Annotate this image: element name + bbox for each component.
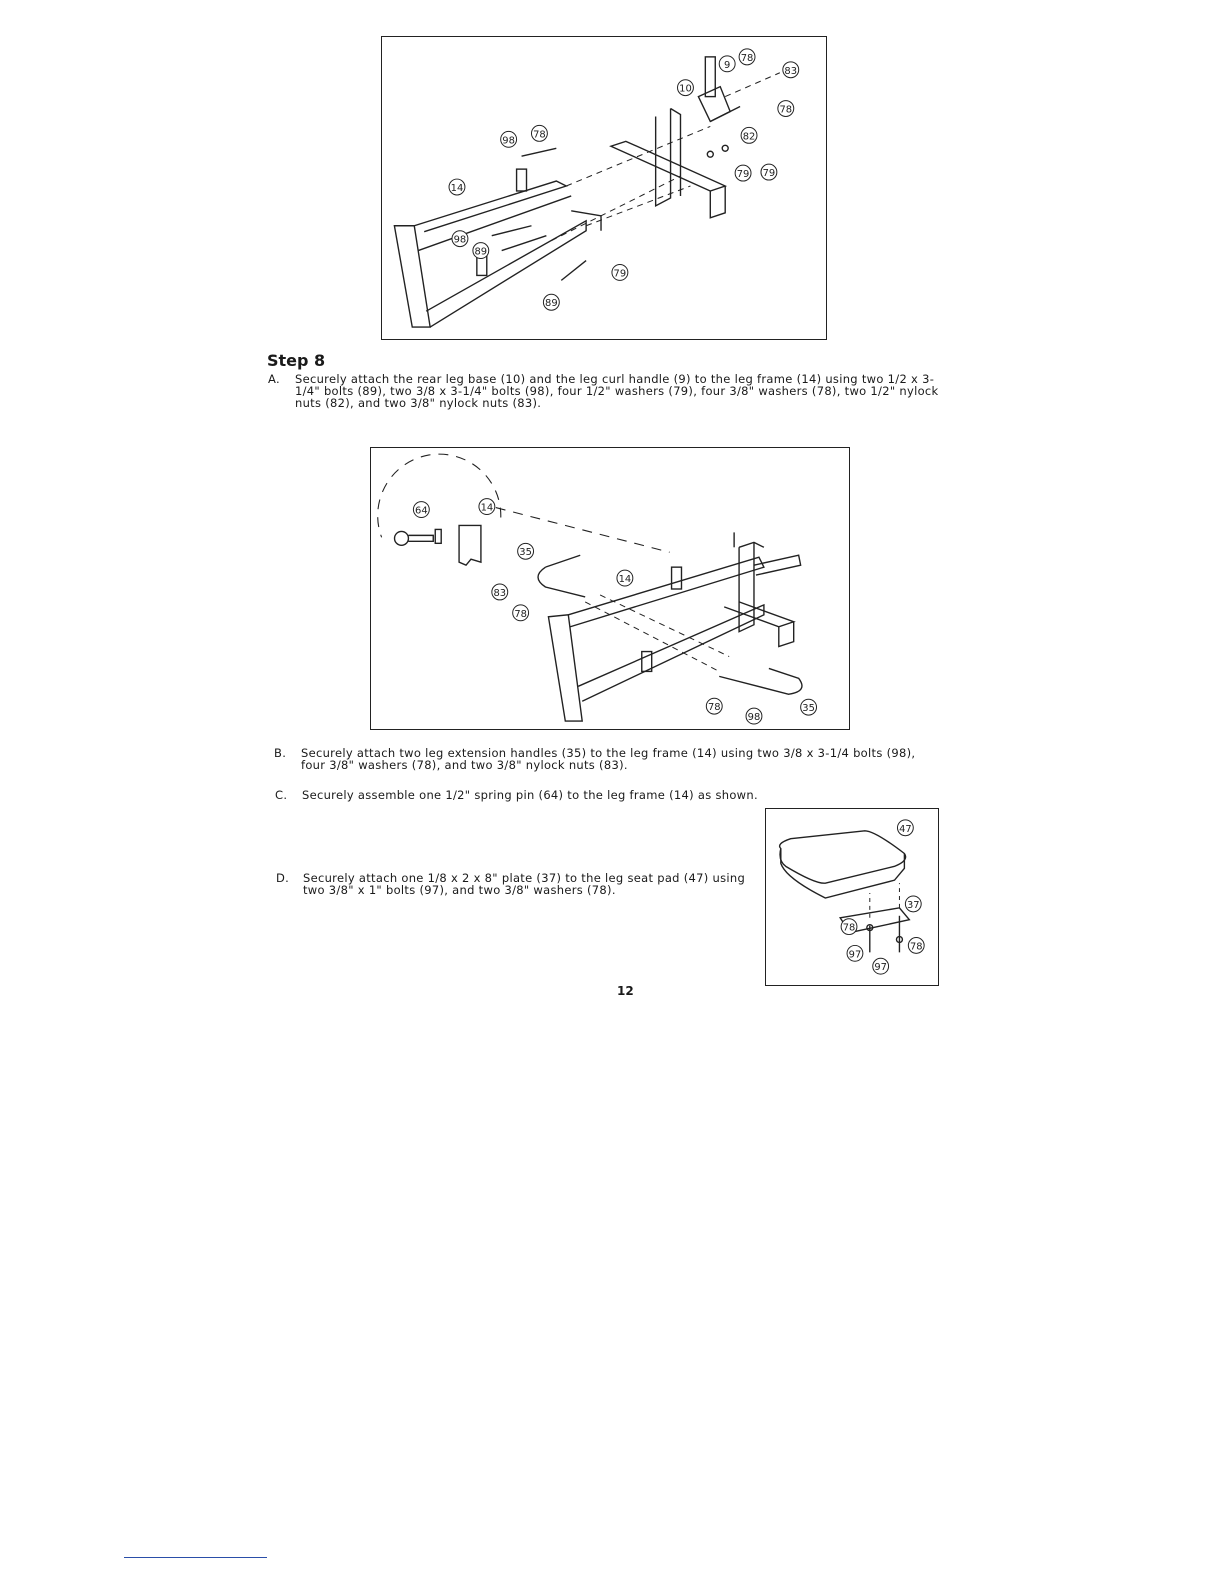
instruction-b [274, 747, 936, 771]
svg-text:78: 78 [740, 52, 754, 64]
svg-text:64: 64 [415, 505, 428, 517]
callout [678, 80, 694, 96]
callout [741, 127, 757, 143]
svg-text:78: 78 [707, 702, 721, 714]
figure-leg-seat-pad [765, 808, 939, 986]
instruction-d [276, 872, 756, 896]
callout [449, 179, 465, 195]
svg-text:97: 97 [848, 949, 862, 961]
callout [452, 231, 468, 247]
callout [778, 101, 794, 117]
instruction-letter: C. [275, 788, 288, 802]
callout [801, 699, 817, 715]
callout [617, 570, 633, 586]
svg-text:78: 78 [909, 941, 923, 953]
callout [518, 543, 534, 559]
instruction-text: Securely attach two leg extension handles (35) to the leg frame (14) using two 3/8 x 3-1/4 bolts (98), four 3/8" washers (78), and two 3/8" nylock nuts (83). [301, 746, 916, 772]
callout [501, 131, 517, 147]
svg-text:98: 98 [747, 712, 761, 724]
instruction-letter: A. [268, 372, 280, 386]
callout [761, 164, 777, 180]
svg-text:14: 14 [480, 502, 494, 514]
svg-text:89: 89 [474, 246, 488, 258]
step-title: Step 8 [267, 351, 326, 370]
callout [473, 243, 489, 259]
page-number: 12 [617, 984, 634, 998]
callout [897, 820, 913, 836]
callout [492, 584, 508, 600]
svg-text:83: 83 [784, 65, 798, 77]
callout [513, 605, 529, 621]
svg-text:97: 97 [874, 962, 887, 974]
svg-text:89: 89 [545, 298, 558, 310]
svg-text:78: 78 [842, 922, 856, 934]
svg-text:35: 35 [519, 547, 532, 559]
callout [479, 499, 495, 515]
figure-rear-leg-base-assembly [381, 36, 827, 340]
callout [908, 938, 924, 954]
instruction-a [268, 373, 940, 409]
leg-extension-diagram [371, 448, 849, 729]
instruction-text: Securely attach the rear leg base (10) and the leg curl handle (9) to the leg frame (14) using two 1/2 x 3-1/4" bolts (89), two 3/8 x 3-1/4" bolts (98), four 1/2" washers (79), four 3/8" washers (78), two 1/2" nylock nuts (82), and two 3/8" nylock nuts (83). [295, 372, 939, 410]
svg-text:9: 9 [724, 59, 731, 71]
svg-text:79: 79 [613, 268, 627, 280]
svg-text:79: 79 [736, 169, 750, 181]
svg-text:14: 14 [450, 182, 464, 194]
seat-pad-diagram [766, 809, 938, 985]
svg-text:14: 14 [618, 574, 632, 586]
callout [905, 896, 921, 912]
svg-text:79: 79 [762, 168, 776, 180]
instruction-text: Securely attach one 1/8 x 2 x 8" plate (37) to the leg seat pad (47) using two 3/8" x 1" bolts (97), and two 3/8" washers (78). [303, 871, 746, 897]
callout [841, 919, 857, 935]
instruction-letter: D. [276, 871, 290, 885]
callout [739, 49, 755, 65]
svg-text:98: 98 [502, 135, 515, 147]
footer-rule [124, 1557, 267, 1558]
callout [413, 502, 429, 518]
svg-text:35: 35 [802, 703, 815, 715]
callout [719, 56, 735, 72]
callout [543, 294, 559, 310]
figure-leg-extension-handles [370, 447, 850, 730]
callout [531, 125, 547, 141]
callout [847, 945, 863, 961]
svg-text:82: 82 [742, 131, 756, 143]
instruction-c [275, 789, 937, 801]
instruction-letter: B. [274, 746, 287, 760]
svg-text:83: 83 [493, 587, 507, 599]
svg-text:47: 47 [899, 823, 912, 835]
svg-text:98: 98 [453, 234, 467, 246]
callout [783, 62, 799, 78]
svg-text:37: 37 [906, 899, 920, 911]
svg-text:78: 78 [779, 104, 793, 116]
callout [612, 264, 628, 280]
callout [706, 698, 722, 714]
svg-text:78: 78 [514, 608, 527, 620]
callout [873, 958, 889, 974]
svg-text:10: 10 [679, 83, 692, 95]
callout [735, 165, 751, 181]
instruction-text: Securely assemble one 1/2" spring pin (64) to the leg frame (14) as shown. [302, 788, 758, 802]
svg-text:78: 78 [533, 129, 546, 141]
callout [746, 708, 762, 724]
rear-leg-base-diagram [382, 37, 826, 339]
